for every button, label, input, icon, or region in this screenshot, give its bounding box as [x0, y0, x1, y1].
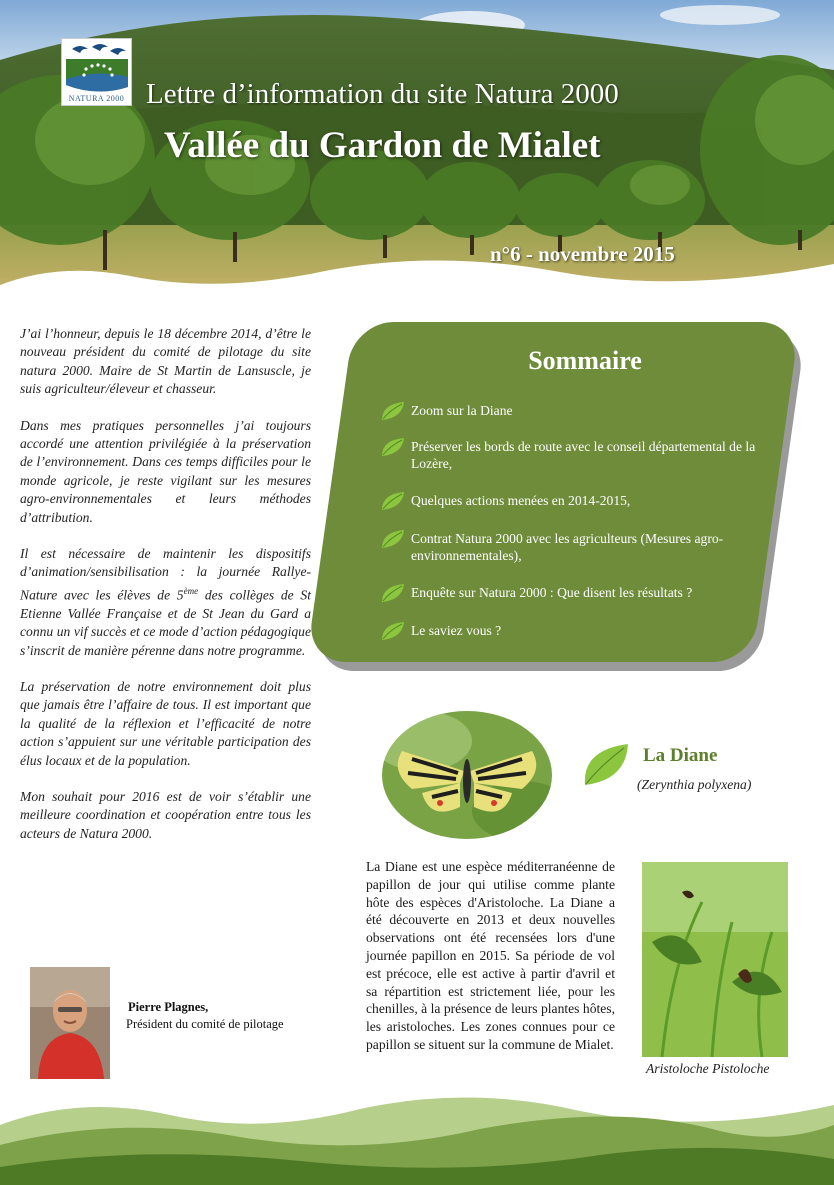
president-portrait-photo	[30, 967, 110, 1079]
editorial-paragraph-1: J’ai l’honneur, depuis le 18 décembre 2014, d’être le nouveau président du comité de pilotage du site natura 2000. Maire de St Martin de Lansuscle, je suis agriculteur/éleveur et chasseur.	[20, 326, 311, 397]
footer-hills-decoration	[0, 1085, 834, 1185]
signature-name: Pierre Plagnes,	[128, 1000, 209, 1014]
sommaire-item	[380, 438, 780, 472]
aristolochia-plant-photo	[642, 862, 788, 1057]
leaf-icon	[380, 490, 406, 512]
sommaire-item-label: Le saviez vous ?	[411, 623, 502, 638]
diane-description: La Diane est une espèce méditerranéenne de papillon de jour qui utilise comme plante hôte des espèces d'Aristoloche. La Diane a été découverte en 2013 et deux nouvelles observations ont été recensées lors d'une journée papillon en 2015. Sa période de vol est précoce, elle est active à partir d'avril et sa répartition est strictement liée, pour les chenilles, à la présence de leurs plantes hôtes, les aristoloches. Les zones connues pour ce papillon se situent sur la commune de Mialet.	[366, 859, 615, 1052]
sommaire-item-label: Zoom sur la Diane	[411, 403, 513, 418]
section-title-la-diane: La Diane	[643, 745, 718, 766]
sommaire-item	[380, 530, 780, 564]
photo-caption: Aristoloche Pistoloche	[646, 1061, 770, 1076]
newsletter-supertitle: Lettre d’information du site Natura 2000	[146, 78, 619, 110]
sommaire-item	[380, 492, 780, 509]
leaf-icon	[380, 528, 406, 550]
leaf-icon	[380, 436, 406, 458]
latin-name: (Zerynthia polyxena)	[637, 777, 752, 792]
leaf-icon	[380, 582, 406, 604]
sommaire-title: Sommaire	[528, 346, 642, 375]
editorial-paragraph-2: Dans mes pratiques personnelles j’ai toujours accordé une attention privilégiée à la préservation de l’environnement. Dans ces temps difficiles pour le monde agricole, je reste vigilant sur les mesures agro-environnementales et leurs méthodes d’attribution.	[20, 417, 311, 525]
sommaire-item	[380, 584, 780, 601]
header-banner	[0, 0, 834, 300]
signature-role: Président du comité de pilotage	[126, 1017, 284, 1031]
leaf-icon	[380, 400, 406, 422]
editorial-paragraph-3	[20, 545, 311, 660]
sommaire-item	[380, 622, 780, 639]
editorial-column	[20, 325, 311, 861]
leaf-icon	[582, 742, 630, 788]
sommaire-item-label: Enquête sur Natura 2000 : Que disent les résultats ?	[411, 585, 693, 600]
logo-text: NATURA 2000	[68, 94, 125, 103]
butterfly-photo	[382, 711, 552, 839]
natura-2000-logo	[61, 38, 132, 106]
sommaire-item	[380, 402, 780, 419]
page-title: Vallée du Gardon de Mialet	[164, 125, 601, 166]
sommaire-item-label: Contrat Natura 2000 avec les agriculteurs (Mesures agro-environnementales),	[411, 531, 724, 563]
sommaire-item-label: Quelques actions menées en 2014-2015,	[411, 493, 631, 508]
editorial-paragraph-5: Mon souhait pour 2016 est de voir s’établir une meilleure coordination et coopération entre tous les acteurs de Natura 2000.	[20, 789, 311, 841]
editorial-paragraph-4: La préservation de notre environnement doit plus que jamais être l’affaire de tous. Il est important que la qualité de la réflexion et l’efficacité de notre action s’appuient sur une véritable participation des élus locaux et de la population.	[20, 679, 311, 768]
p3-text-before: Il est nécessaire de maintenir les dispositifs d’animation/sensibilisation : la journée Rallye-Nature avec les élèves de 5	[20, 546, 311, 603]
leaf-icon	[380, 620, 406, 642]
p3-text-after: des collèges de St Etienne Vallée Française et de St Jean du Gard a connu un vif succès et ce mode d’action pédagogique s’inscrit de manière pérenne dans notre programme.	[20, 587, 311, 658]
p3-superscript: ème	[183, 585, 199, 596]
issue-number: n°6 - novembre 2015	[490, 242, 675, 266]
sommaire-item-label: Préserver les bords de route avec le conseil départemental de la Lozère,	[411, 439, 756, 471]
